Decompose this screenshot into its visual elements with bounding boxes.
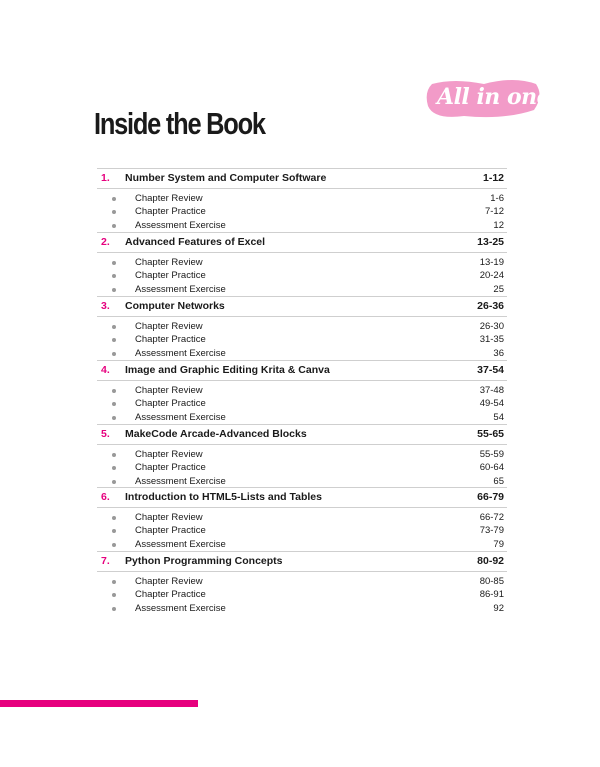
toc-chapter xyxy=(97,424,507,488)
subitem-label: Chapter Review xyxy=(135,385,203,396)
toc-subitem[interactable] xyxy=(97,397,507,410)
toc-subitem[interactable] xyxy=(97,347,507,360)
toc-subitem[interactable] xyxy=(97,384,507,397)
toc-subitem[interactable] xyxy=(97,192,507,205)
subitem-pages: 37-48 xyxy=(479,385,504,396)
toc-subitem[interactable] xyxy=(97,411,507,424)
chapter-heading[interactable] xyxy=(97,360,507,381)
subitem-pages: 86-91 xyxy=(479,589,504,601)
subitem-label: Chapter Review xyxy=(135,321,203,332)
subitem-label: Chapter Practice xyxy=(135,525,206,537)
subitem-label: Chapter Review xyxy=(135,193,203,204)
subitem-pages: 1-6 xyxy=(490,193,504,204)
chapter-number: 1. xyxy=(101,172,110,184)
toc-subitem[interactable] xyxy=(97,538,507,551)
toc-subitem[interactable] xyxy=(97,333,507,346)
toc-subitem[interactable] xyxy=(97,448,507,461)
bullet-icon xyxy=(112,352,116,356)
bullet-icon xyxy=(112,210,116,214)
toc-subitem[interactable] xyxy=(97,511,507,524)
chapter-pages: 37-54 xyxy=(477,364,504,376)
bullet-icon xyxy=(112,416,116,420)
toc-subitem[interactable] xyxy=(97,205,507,218)
bullet-icon xyxy=(112,338,116,342)
bullet-icon xyxy=(112,580,116,584)
subitem-label: Chapter Practice xyxy=(135,334,206,346)
toc-subitem[interactable] xyxy=(97,283,507,296)
subitem-pages: 80-85 xyxy=(479,576,504,587)
subitem-label: Assessment Exercise xyxy=(135,602,226,614)
toc-chapter xyxy=(97,487,507,551)
chapter-title: Python Programming Concepts xyxy=(125,555,283,567)
subitem-pages: 79 xyxy=(493,538,504,550)
chapter-title: Introduction to HTML5-Lists and Tables xyxy=(125,491,322,503)
chapter-pages: 66-79 xyxy=(477,491,504,503)
toc-chapter xyxy=(97,168,507,232)
toc-subitem[interactable] xyxy=(97,256,507,269)
subitem-label: Chapter Practice xyxy=(135,589,206,601)
chapter-pages: 13-25 xyxy=(477,236,504,248)
accent-bar xyxy=(0,700,198,707)
toc-subitem[interactable] xyxy=(97,602,507,615)
subitem-label: Assessment Exercise xyxy=(135,347,226,359)
subitem-pages: 13-19 xyxy=(479,257,504,268)
subitem-label: Chapter Review xyxy=(135,576,203,587)
bullet-icon xyxy=(112,480,116,484)
subitem-pages: 54 xyxy=(493,411,504,423)
bullet-icon xyxy=(112,593,116,597)
chapter-heading[interactable] xyxy=(97,424,507,445)
chapter-number: 2. xyxy=(101,236,110,248)
toc-chapter xyxy=(97,296,507,360)
bullet-icon xyxy=(112,261,116,265)
chapter-title: MakeCode Arcade-Advanced Blocks xyxy=(125,428,307,440)
chapter-number: 3. xyxy=(101,300,110,312)
bullet-icon xyxy=(112,516,116,520)
bullet-icon xyxy=(112,543,116,547)
subitem-pages: 31-35 xyxy=(479,334,504,346)
chapter-title: Number System and Computer Software xyxy=(125,172,327,184)
toc-subitem[interactable] xyxy=(97,219,507,232)
subitem-label: Chapter Practice xyxy=(135,398,206,410)
subitem-pages: 66-72 xyxy=(479,512,504,523)
logo-text: All in one xyxy=(437,84,551,110)
toc-subitem[interactable] xyxy=(97,575,507,588)
chapter-number: 4. xyxy=(101,364,110,376)
subitem-pages: 20-24 xyxy=(479,270,504,282)
bullet-icon xyxy=(112,325,116,329)
toc-subitem[interactable] xyxy=(97,475,507,488)
chapter-title: Image and Graphic Editing Krita & Canva xyxy=(125,364,330,376)
toc-chapter xyxy=(97,232,507,296)
subitem-label: Chapter Practice xyxy=(135,206,206,218)
bullet-icon xyxy=(112,224,116,228)
toc-chapter xyxy=(97,551,507,615)
chapter-heading[interactable] xyxy=(97,168,507,189)
toc-subitem[interactable] xyxy=(97,320,507,333)
subitem-label: Assessment Exercise xyxy=(135,411,226,423)
subitem-pages: 26-30 xyxy=(479,321,504,332)
toc-subitem[interactable] xyxy=(97,461,507,474)
subitem-pages: 55-59 xyxy=(479,449,504,460)
toc-subitem[interactable] xyxy=(97,269,507,282)
chapter-heading[interactable] xyxy=(97,551,507,572)
subitem-label: Assessment Exercise xyxy=(135,219,226,231)
bullet-icon xyxy=(112,402,116,406)
subitem-label: Chapter Review xyxy=(135,512,203,523)
subitem-label: Chapter Practice xyxy=(135,270,206,282)
chapter-number: 6. xyxy=(101,491,110,503)
subitem-pages: 25 xyxy=(493,283,504,295)
chapter-number: 5. xyxy=(101,428,110,440)
subitem-pages: 7-12 xyxy=(484,206,504,218)
subitem-label: Chapter Review xyxy=(135,449,203,460)
subitem-pages: 65 xyxy=(493,475,504,487)
bullet-icon xyxy=(112,274,116,278)
subitem-pages: 73-79 xyxy=(479,525,504,537)
subitem-pages: 36 xyxy=(493,347,504,359)
bullet-icon xyxy=(112,197,116,201)
chapter-title: Advanced Features of Excel xyxy=(125,236,266,248)
chapter-title: Computer Networks xyxy=(125,300,225,312)
chapter-pages: 55-65 xyxy=(477,428,504,440)
subitem-pages: 12 xyxy=(493,219,504,231)
chapter-heading[interactable] xyxy=(97,232,507,253)
subitem-pages: 60-64 xyxy=(479,462,504,474)
toc-subitem[interactable] xyxy=(97,588,507,601)
subitem-pages: 92 xyxy=(493,602,504,614)
toc-subitem[interactable] xyxy=(97,524,507,537)
chapter-pages: 26-36 xyxy=(477,300,504,312)
subitem-pages: 49-54 xyxy=(479,398,504,410)
bullet-icon xyxy=(112,389,116,393)
subitem-label: Assessment Exercise xyxy=(135,475,226,487)
bullet-icon xyxy=(112,466,116,470)
chapter-pages: 1-12 xyxy=(482,172,504,184)
subitem-label: Assessment Exercise xyxy=(135,538,226,550)
chapter-number: 7. xyxy=(101,555,110,567)
bullet-icon xyxy=(112,529,116,533)
subitem-label: Chapter Practice xyxy=(135,462,206,474)
chapter-pages: 80-92 xyxy=(477,555,504,567)
bullet-icon xyxy=(112,288,116,292)
bullet-icon xyxy=(112,453,116,457)
chapter-heading[interactable] xyxy=(97,487,507,508)
page-title: Inside the Book xyxy=(94,106,265,141)
toc-chapter xyxy=(97,360,507,424)
subitem-label: Assessment Exercise xyxy=(135,283,226,295)
subitem-label: Chapter Review xyxy=(135,257,203,268)
chapter-heading[interactable] xyxy=(97,296,507,317)
bullet-icon xyxy=(112,607,116,611)
